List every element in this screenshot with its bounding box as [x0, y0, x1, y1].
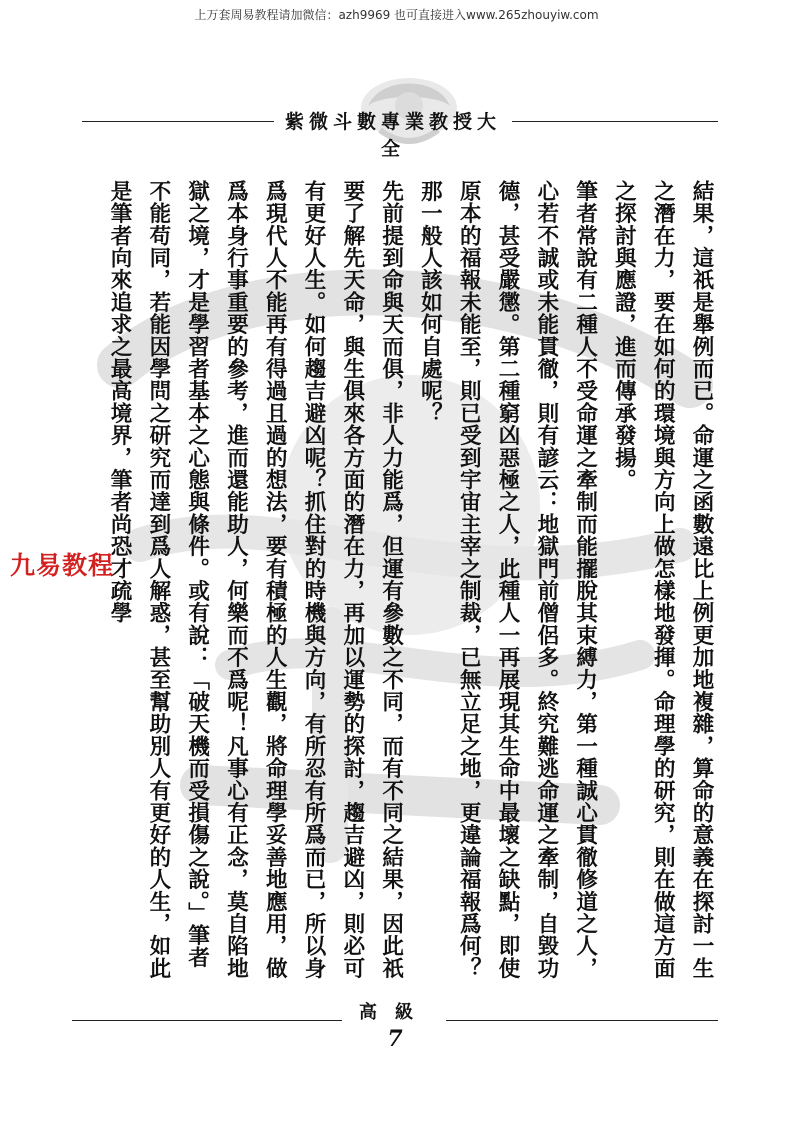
top-watermark-note: 上万套周易教程请加微信：azh9969 也可直接进入www.265zhouyiw.com: [194, 8, 599, 22]
header-rule-left: [82, 121, 274, 122]
footer-level-label: 高級: [359, 1002, 431, 1023]
footer-rule-right: [446, 1020, 718, 1021]
book-title: 紫微斗數專業教授大全: [284, 111, 501, 160]
paragraph: 先前提到命與天而俱，非人力能爲，但運有參數之不同，而有不同之結果，因此祇要了解先天命，與生俱來各方面的潛在力，再加以運勢的探討，趨吉避凶，則必可有更好人生。如何趨吉避凶呢？抓住對的時機與方向，有所忍有所爲而已，所以身爲現代人不能再有得過且過的想法，要有積極的人生觀，將命理學妥善地應用，做爲本身行事重要的參考，進而還能助人，何樂而不爲呢！凡事心有正念，莫自陷地獄之境，才是學習者基本之心態與條件。或有說：「破天機而受損傷之說。」筆者不能苟同，若能因學問之研究而達到爲人解惑，甚至幫助別人有更好的人生，如此是筆者向來追求之最高境界，筆者尚恐才疏學: [107, 180, 404, 980]
page-number: 7: [387, 1026, 403, 1052]
header-rule-right: [512, 121, 718, 122]
paragraph: 結果，這祇是舉例而已。命運之函數遠比上例更加地複雜，算命的意義在探討一生之潛在力，要在如何的環境與方向上做怎樣地發揮。命理學的研究，則在做這方面之探討與應證，進而傳承發揚。: [611, 180, 714, 980]
paragraph: 筆者常說有二種人不受命運之牽制而能擺脫其束縛力，第一種誠心貫徹修道之人，心若不誠或未能貫徹，則有諺云：地獄門前僧侶多。終究難逃命運之牽制，自毀功德，甚受嚴懲。第二種窮凶惡極之人，此種人一再展現其生命中最壞之缺點，即使原本的福報未能至，則已受到宇宙主宰之制裁，已無立足之地，更違論福報爲何？: [456, 180, 598, 980]
body-text: [70, 180, 720, 980]
brand-watermark: 九易教程: [10, 551, 115, 580]
footer-rule-left: [72, 1020, 342, 1021]
paragraph: 那一般人該如何自處呢？: [417, 180, 443, 425]
